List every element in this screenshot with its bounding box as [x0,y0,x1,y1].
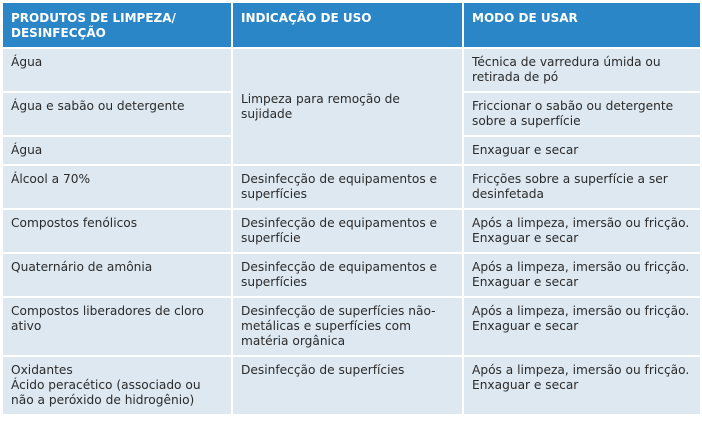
cell-produto [3,356,232,415]
table-row [3,165,700,209]
header-indicacao: INDICAÇÃO DE USO [232,3,463,48]
header-produtos [3,3,232,48]
header-produtos-line1: PRODUTOS DE LIMPEZA/ [11,11,176,25]
cell-modo-line1: Após a limpeza, imersão ou fricção. [472,363,690,377]
header-modo: MODO DE USAR [463,3,700,48]
cell-modo: Fricções sobre a superfície a ser desinfetada [463,165,700,209]
cell-indicacao: Desinfecção de superfícies não-metálicas e superfícies com matéria orgânica [232,297,463,356]
table-row [3,356,700,415]
cell-modo: Friccionar o sabão ou detergente sobre a superfície [463,92,700,136]
cell-modo-line1: Após a limpeza, imersão ou fricção. [472,260,690,274]
cell-modo [463,209,700,253]
table-header-row [3,3,700,48]
cell-produto: Água e sabão ou detergente [3,92,232,136]
cell-indicacao: Limpeza para remoção de sujidade [232,48,463,165]
cell-modo-line2: Enxaguar e secar [472,378,579,392]
header-produtos-line2: DESINFECÇÃO [11,26,106,40]
cell-indicacao: Desinfecção de equipamentos e superfície [232,209,463,253]
cell-modo [463,253,700,297]
cleaning-products-table [3,3,700,416]
cell-produto: Quaternário de amônia [3,253,232,297]
cell-produto: Água [3,136,232,165]
cell-modo [463,297,700,356]
cell-indicacao: Desinfecção de superfícies [232,356,463,415]
table-row [3,209,700,253]
cell-modo: Técnica de varredura úmida ou retirada de pó [463,48,700,92]
cell-produto: Compostos liberadores de cloro ativo [3,297,232,356]
cell-indicacao: Desinfecção de equipamentos e superfícies [232,165,463,209]
cell-modo: Enxaguar e secar [463,136,700,165]
table-row [3,253,700,297]
cell-produto-line1: Oxidantes [11,363,73,377]
cell-modo-line1: Após a limpeza, imersão ou fricção. [472,304,690,318]
cell-produto-line2: Ácido peracético (associado ou não a peróxido de hidrogênio) [11,378,201,407]
cell-indicacao: Desinfecção de equipamentos e superfícies [232,253,463,297]
table-row [3,297,700,356]
cell-modo-line2: Enxaguar e secar [472,275,579,289]
cell-modo-line2: Enxaguar e secar [472,319,579,333]
table-row [3,48,700,92]
cell-produto: Álcool a 70% [3,165,232,209]
cell-modo-line2: Enxaguar e secar [472,231,579,245]
cell-modo-line1: Após a limpeza, imersão ou fricção. [472,216,690,230]
cell-produto: Compostos fenólicos [3,209,232,253]
cell-modo [463,356,700,415]
cell-produto: Água [3,48,232,92]
